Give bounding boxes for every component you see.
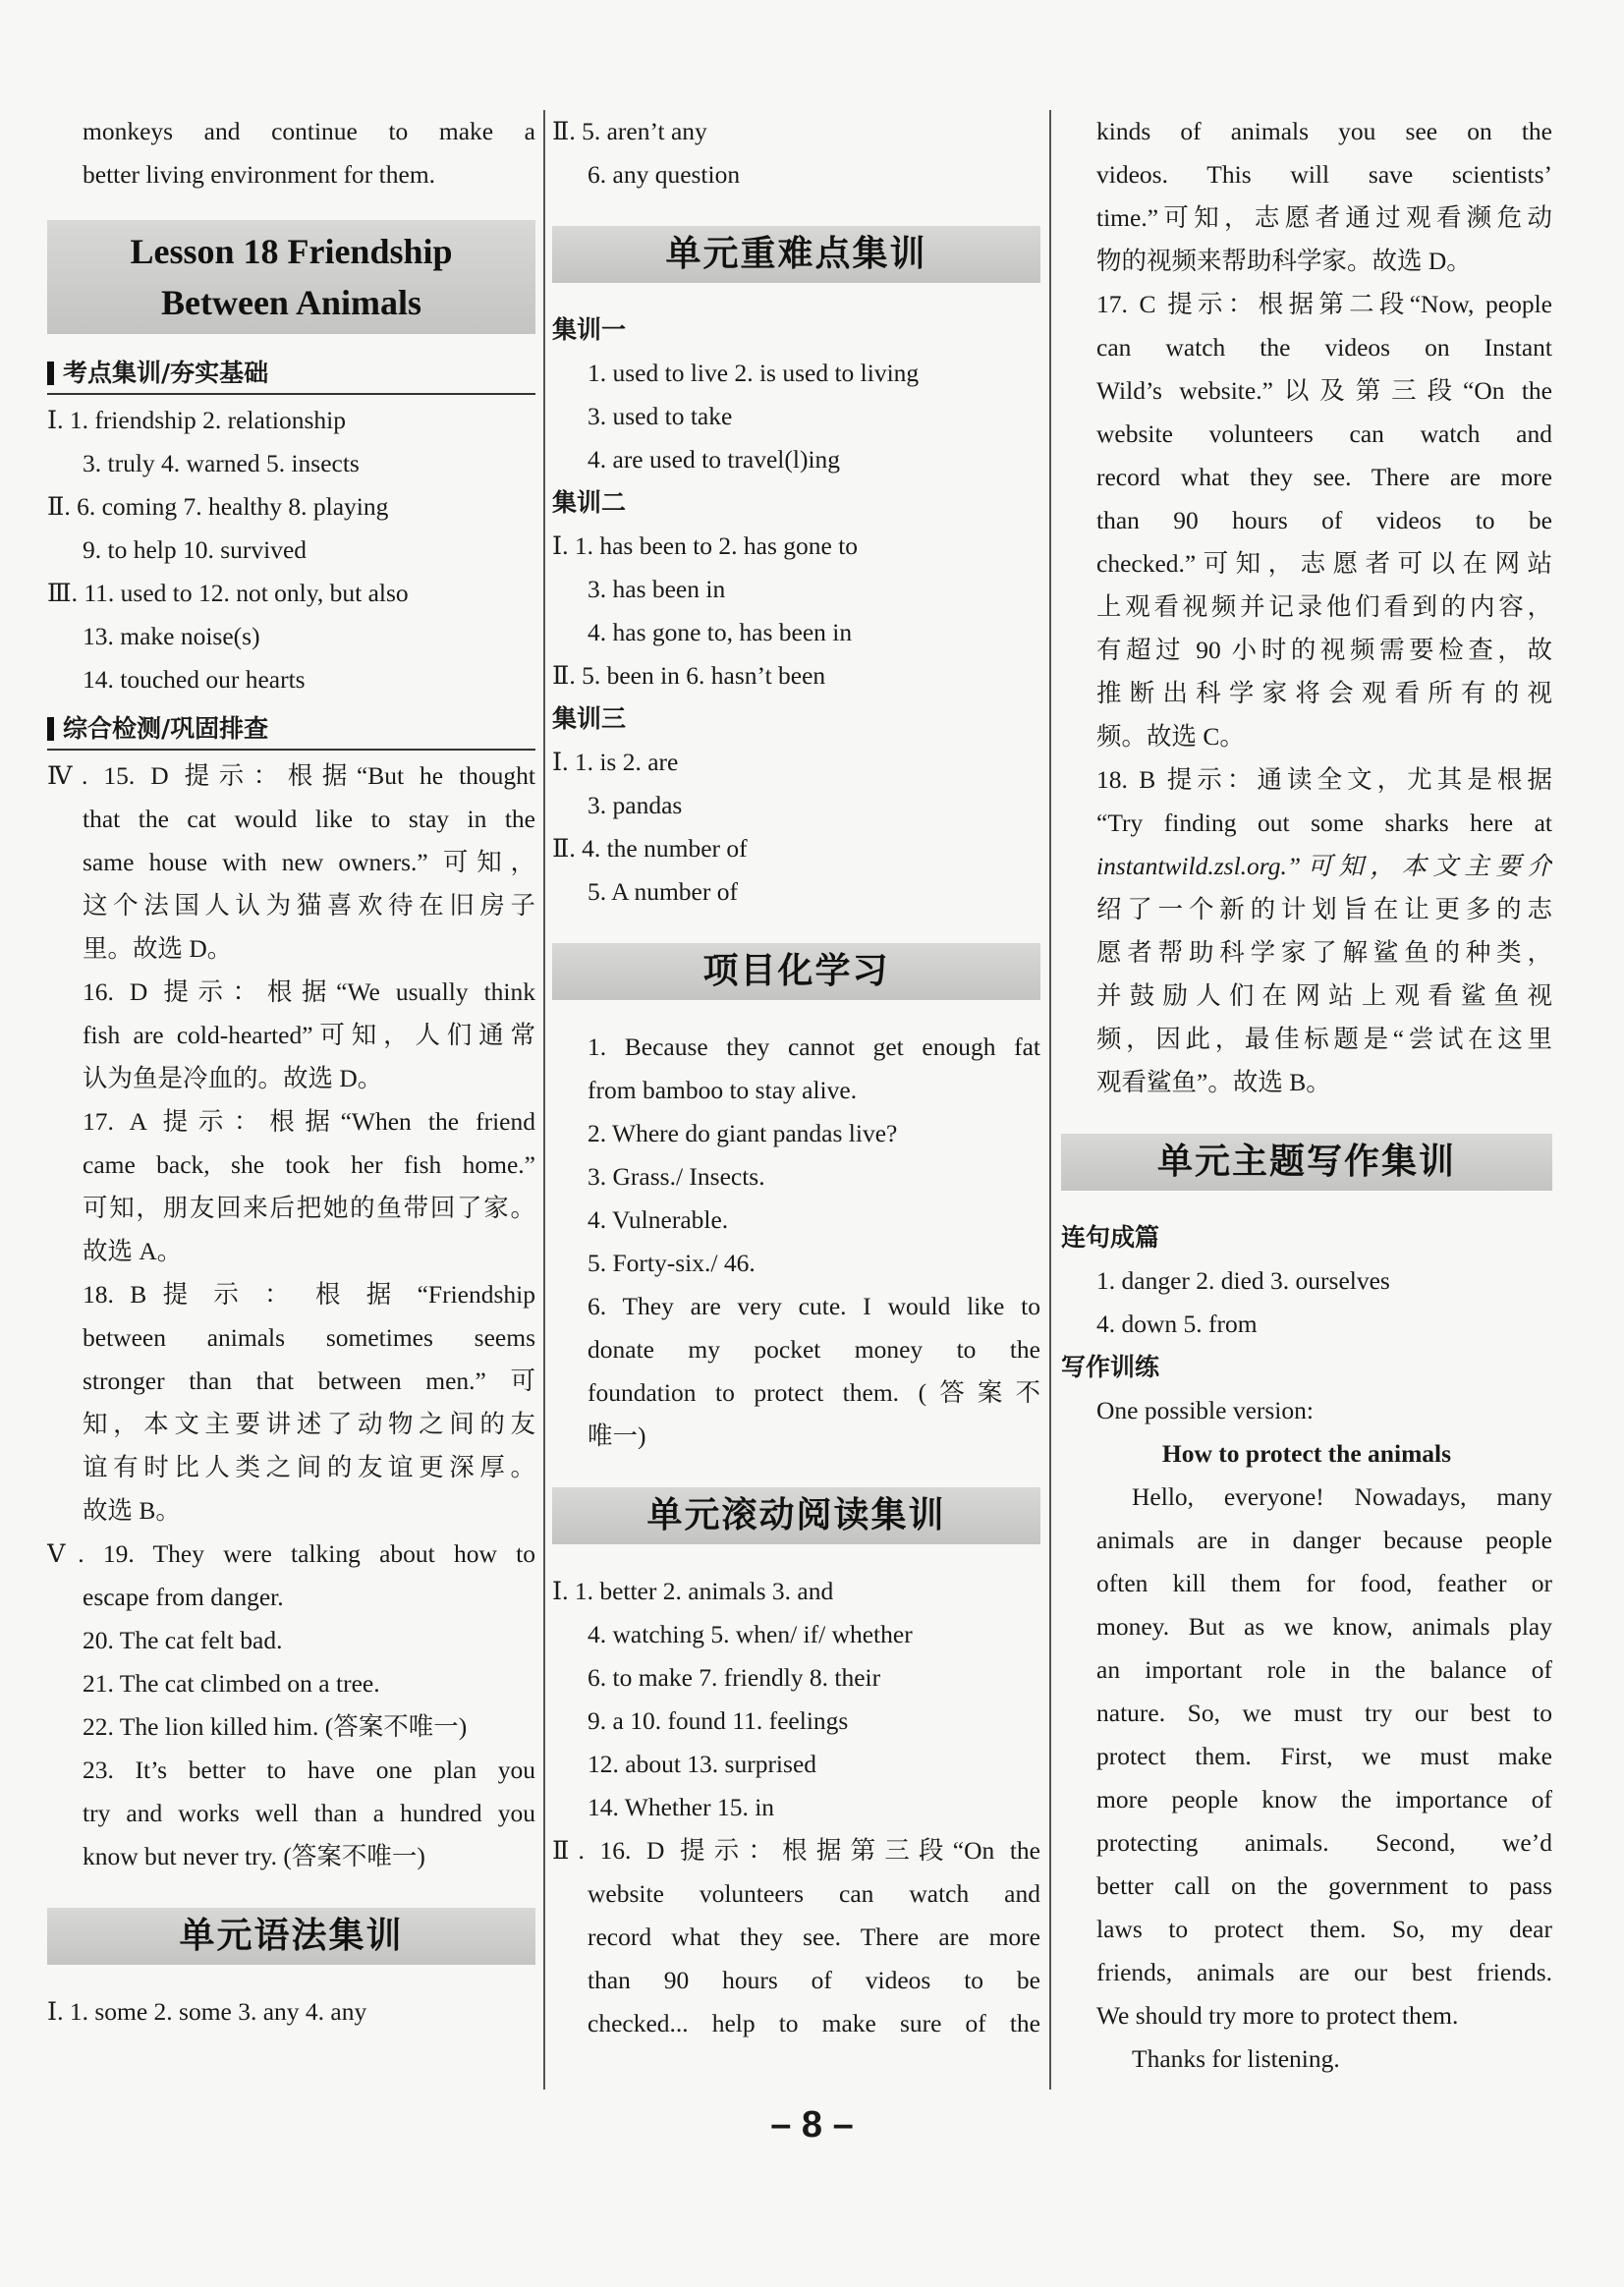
- answer-line: checked.”可知，志愿者可以在网站: [1096, 549, 1552, 578]
- answer-line: 频，因此，最佳标题是“尝试在这里: [1096, 1025, 1552, 1053]
- essay-line: an important role in the balance of: [1096, 1655, 1552, 1684]
- answer-line: 4. has gone to, has been in: [588, 618, 853, 646]
- rolling-reading-banner: 单元滚动阅读集训: [552, 1487, 1040, 1544]
- answer-line: Ⅳ. 15. D 提示：根据“But he thought: [47, 761, 535, 790]
- essay-line: protecting animals. Second, we’d: [1096, 1828, 1552, 1857]
- answer-line: that the cat would like to stay in the: [83, 805, 535, 833]
- answer-line: 1. danger 2. died 3. ourselves: [1096, 1266, 1390, 1295]
- answer-line: 6. any question: [588, 160, 741, 189]
- answer-line: try and works well than a hundred you: [83, 1799, 535, 1827]
- answer-line: 17. A 提示：根据“When the friend: [83, 1107, 535, 1136]
- answer-line: Ⅱ. 6. coming 7. healthy 8. playing: [47, 492, 389, 521]
- answer-line: 9. a 10. found 11. feelings: [588, 1706, 849, 1735]
- section-heading-review: 综合检测/巩固排查: [47, 709, 535, 751]
- answer-line: 22. The lion killed him. (答案不唯一): [83, 1712, 468, 1741]
- essay-line: better call on the government to pass: [1096, 1871, 1552, 1900]
- writing-practice-label: 写作训练: [1061, 1353, 1160, 1381]
- answer-line: Ⅰ. 1. is 2. are: [552, 748, 679, 776]
- answer-line: 这个法国人认为猫喜欢待在旧房子: [83, 891, 535, 920]
- training-2-label: 集训二: [552, 488, 627, 517]
- answer-line: Ⅱ. 5. been in 6. hasn’t been: [552, 661, 826, 690]
- sentence-linking-label: 连句成篇: [1061, 1223, 1160, 1252]
- lesson-title-line: Lesson 18 Friendship: [130, 232, 453, 271]
- writing-section-banner: 单元主题写作集训: [1061, 1134, 1552, 1191]
- answer-line: website volunteers can watch and: [1096, 419, 1552, 448]
- answer-line: 12. about 13. surprised: [588, 1750, 817, 1778]
- answer-line: can watch the videos on Instant: [1096, 333, 1552, 362]
- answer-line: Ⅱ. 16. D 提示：根据第三段“On the: [552, 1836, 1040, 1865]
- project-learning-banner: 项目化学习: [552, 943, 1040, 1000]
- answer-line: 13. make noise(s): [83, 622, 260, 650]
- answer-line: Ⅰ. 1. friendship 2. relationship: [47, 406, 346, 434]
- answer-line: 4. Vulnerable.: [588, 1205, 729, 1234]
- column-3: [1061, 110, 1552, 2090]
- text-line: better living environment for them.: [83, 160, 436, 189]
- answer-line: 并鼓励人们在网站上观看鲨鱼视: [1096, 981, 1552, 1010]
- lesson-title-line: Between Animals: [161, 283, 421, 322]
- answer-line: instantwild.zsl.org.”可知，本文主要介: [1096, 852, 1552, 880]
- column-divider-2: [1049, 110, 1051, 2090]
- answer-line: 6. to make 7. friendly 8. their: [588, 1663, 881, 1692]
- column-1: [47, 110, 547, 2090]
- answer-line: 5. Forty-six./ 46.: [588, 1249, 756, 1277]
- answer-line: Ⅴ. 19. They were talking about how to: [47, 1539, 535, 1568]
- essay-line: Hello, everyone! Nowadays, many: [1132, 1482, 1552, 1511]
- grammar-section-banner: 单元语法集训: [47, 1908, 535, 1965]
- essay-line: friends, animals are our best friends.: [1096, 1958, 1552, 1986]
- essay-line: We should try more to protect them.: [1096, 2001, 1459, 2030]
- answer-line: 故选 B。: [83, 1496, 181, 1525]
- answer-line: 谊有时比人类之间的友谊更深厚。: [83, 1453, 535, 1481]
- answer-line: record what they see. There are more: [1096, 463, 1552, 491]
- answer-line: 可知，朋友回来后把她的鱼带回了家。: [83, 1194, 535, 1222]
- answer-line: 认为鱼是冷血的。故选 D。: [83, 1064, 383, 1092]
- answer-line: 推断出科学家将会观看所有的视: [1096, 679, 1552, 707]
- lesson-title-banner: [47, 220, 535, 334]
- answer-line: 3. truly 4. warned 5. insects: [83, 449, 360, 477]
- essay-title: How to protect the animals: [1161, 1439, 1452, 1468]
- answer-line: 上观看视频并记录他们看到的内容，: [1096, 592, 1552, 621]
- answer-line: 3. has been in: [588, 575, 726, 603]
- answer-line: “Try finding out some sharks here at: [1096, 809, 1552, 837]
- answer-line: Ⅰ. 1. better 2. animals 3. and: [552, 1577, 834, 1605]
- answer-line: kinds of animals you see on the: [1096, 117, 1552, 145]
- essay-line: Thanks for listening.: [1132, 2044, 1340, 2073]
- column-2: [552, 110, 1040, 2090]
- answer-line: fish are cold-hearted”可知，人们通常: [83, 1021, 535, 1049]
- answer-line: 4. down 5. from: [1096, 1310, 1258, 1338]
- answer-line: same house with new owners.” 可知，: [83, 848, 535, 876]
- answer-line: 14. Whether 15. in: [588, 1793, 775, 1821]
- answer-line: Wild’s website.”以及第三段“On the: [1096, 376, 1552, 405]
- answer-line: 2. Where do giant pandas live?: [588, 1119, 898, 1147]
- answer-line: 5. A number of: [588, 877, 738, 906]
- answer-line: 愿者帮助科学家了解鲨鱼的种类，: [1096, 938, 1552, 967]
- essay-line: money. But as we know, animals play: [1096, 1612, 1552, 1641]
- answer-line: between animals sometimes seems: [83, 1323, 535, 1352]
- answer-line: 4. watching 5. when/ if/ whether: [588, 1620, 913, 1648]
- answer-line: 21. The cat climbed on a tree.: [83, 1669, 380, 1698]
- answer-line: 观看鲨鱼”。故选 B。: [1096, 1068, 1331, 1096]
- answer-line: 4. are used to travel(l)ing: [588, 445, 841, 474]
- answer-line: time.”可知，志愿者通过观看濒危动: [1096, 203, 1552, 232]
- answer-line: 频。故选 C。: [1096, 722, 1245, 751]
- answer-line: 知，本文主要讲述了动物之间的友: [83, 1410, 535, 1438]
- answer-line: 18. B 提示：通读全文，尤其是根据: [1096, 765, 1552, 794]
- answer-line: 20. The cat felt bad.: [83, 1626, 283, 1654]
- training-3-label: 集训三: [552, 704, 627, 733]
- answer-line: 绍了一个新的计划旨在让更多的志: [1096, 895, 1552, 923]
- essay-line: often kill them for food, feather or: [1096, 1569, 1552, 1597]
- text-line: monkeys and continue to make a: [83, 117, 535, 145]
- answer-line: record what they see. There are more: [588, 1923, 1040, 1951]
- answer-line: 1. used to live 2. is used to living: [588, 359, 920, 387]
- answer-line: 有超过 90 小时的视频需要检查，故: [1096, 636, 1552, 664]
- answer-line: 16. D 提示：根据“We usually think: [83, 977, 535, 1006]
- answer-line: foundation to protect them. (答案不: [588, 1378, 1040, 1407]
- key-points-section-banner: 单元重难点集训: [552, 226, 1040, 283]
- answer-line: 3. Grass./ Insects.: [588, 1162, 765, 1191]
- answer-line: 14. touched our hearts: [83, 665, 306, 694]
- answer-line: than 90 hours of videos to be: [1096, 506, 1552, 534]
- answer-line: Ⅰ. 1. has been to 2. has gone to: [552, 531, 859, 560]
- answer-line: Ⅱ. 5. aren’t any: [552, 117, 707, 145]
- essay-line: animals are in danger because people: [1096, 1526, 1552, 1554]
- essay-intro: One possible version:: [1096, 1396, 1314, 1424]
- page-number: – 8 –: [770, 2104, 854, 2146]
- answer-line: 3. used to take: [588, 402, 733, 430]
- answer-line: know but never try. (答案不唯一): [83, 1842, 425, 1870]
- answer-line: escape from danger.: [83, 1583, 284, 1611]
- answer-line: 唯一): [588, 1422, 646, 1450]
- answer-line: from bamboo to stay alive.: [588, 1076, 858, 1104]
- answer-line: checked... help to make sure of the: [588, 2009, 1040, 2037]
- answer-line: stronger than that between men.” 可: [83, 1367, 535, 1395]
- answer-line: than 90 hours of videos to be: [588, 1966, 1040, 1994]
- answer-line: donate my pocket money to the: [588, 1335, 1040, 1364]
- answer-line: videos. This will save scientists’: [1096, 160, 1552, 189]
- answer-line: 里。故选 D。: [83, 934, 233, 963]
- answer-line: Ⅲ. 11. used to 12. not only, but also: [47, 579, 409, 607]
- essay-line: protect them. First, we must make: [1096, 1742, 1552, 1770]
- answer-line: came back, she took her fish home.”: [83, 1150, 535, 1179]
- essay-line: more people know the importance of: [1096, 1785, 1552, 1813]
- answer-line: 17. C 提示：根据第二段“Now, people: [1096, 290, 1552, 318]
- answer-line: Ⅱ. 4. the number of: [552, 834, 748, 863]
- answer-line: 23. It’s better to have one plan you: [83, 1756, 535, 1784]
- answer-line: 18. B 提 示 ： 根 据 “Friendship: [83, 1280, 535, 1309]
- answer-line: 3. pandas: [588, 791, 683, 819]
- answer-line: website volunteers can watch and: [588, 1879, 1040, 1908]
- essay-line: laws to protect them. So, my dear: [1096, 1915, 1552, 1943]
- answer-line: 物的视频来帮助科学家。故选 D。: [1096, 247, 1472, 275]
- training-1-label: 集训一: [552, 315, 627, 344]
- answer-line: 9. to help 10. survived: [83, 535, 308, 564]
- section-heading-basics: 考点集训/夯实基础: [47, 354, 535, 395]
- answer-line: 1. Because they cannot get enough fat: [588, 1032, 1040, 1061]
- answer-line: 故选 A。: [83, 1237, 183, 1265]
- answer-line: 6. They are very cute. I would like to: [588, 1292, 1040, 1320]
- answer-line: Ⅰ. 1. some 2. some 3. any 4. any: [47, 1997, 367, 2026]
- essay-line: nature. So, we must try our best to: [1096, 1699, 1552, 1727]
